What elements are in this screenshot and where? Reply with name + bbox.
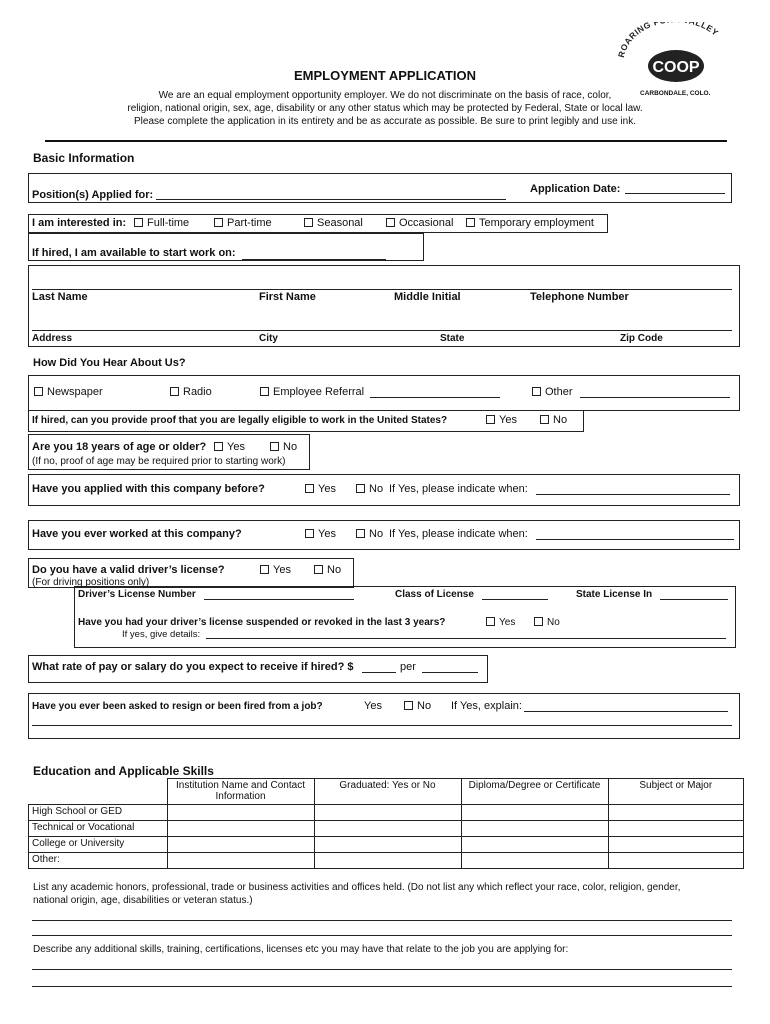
intro-line-2: religion, national origin, sex, age, disability or any other status which may be protected by Federal, State or local law. [127,103,643,114]
skills-field-2[interactable] [32,986,732,987]
applied-no[interactable] [356,483,383,495]
checkbox-icon[interactable] [134,218,143,227]
checkbox-icon[interactable] [270,442,279,451]
license-yes[interactable] [260,564,291,576]
option-label: Yes [499,617,516,628]
interest-label: I am interested in: [32,217,127,230]
intro-line-3: Please complete the application in its entirety and be as accurate as possible. Be sure to print legibly and use ink. [134,116,636,127]
education-table [28,778,744,869]
explain-field-1[interactable] [524,711,728,712]
institution-cell[interactable] [167,821,314,837]
table-row [29,805,744,821]
resign-box [28,693,740,739]
intro-line-1: We are an equal employment opportunity employer. We do not discriminate on the basis of race, color, [158,90,612,101]
worked-yes[interactable] [305,528,336,540]
explain-field-2[interactable] [32,725,732,726]
city-label: City [259,333,278,344]
positions-field[interactable] [156,199,506,200]
checkbox-icon[interactable] [466,218,475,227]
license-number-field[interactable] [204,599,354,600]
worked-when-label: If Yes, please indicate when: [389,528,528,540]
logo-name: COOP [652,59,700,76]
option-label: Employee Referral [273,386,365,399]
form-title: EMPLOYMENT APPLICATION [294,68,476,83]
resign-question: Have you ever been asked to resign or been fired from a job? [32,701,323,712]
license-no[interactable] [314,564,341,576]
honors-prompt-1: List any academic honors, professional, trade or business activities and offices held. (Do not list any which reflect your race, color, religion, gender, [33,882,681,893]
address-field[interactable] [32,330,732,331]
checkbox-icon[interactable] [170,387,179,396]
checkbox-icon[interactable] [404,701,413,710]
application-date-label: Application Date: [530,183,621,195]
suspended-no[interactable] [534,617,560,628]
option-label: Newspaper [47,386,103,399]
option-label: Occasional [399,217,454,230]
license-number-label: Driver’s License Number [78,589,196,600]
give-details-label: If yes, give details: [122,629,201,640]
education-title: Education and Applicable Skills [33,764,214,778]
row-label: Other: [29,853,168,869]
suspended-question: Have you had your driver’s license suspended or revoked in the last 3 years? [78,617,446,628]
hear-title: How Did You Hear About Us? [33,357,186,369]
checkbox-icon[interactable] [260,565,269,574]
suspended-yes[interactable] [486,617,515,628]
option-label: No [553,414,568,427]
start-label: If hired, I am available to start work on: [32,247,236,259]
subject-cell[interactable] [608,821,744,837]
coop-logo [614,22,734,100]
explain-label: If Yes, explain: [451,700,522,712]
option-label: Seasonal [317,217,363,230]
applied-when-label: If Yes, please indicate when: [389,483,528,495]
diploma-cell[interactable] [461,821,608,837]
option-label: Yes [364,700,382,713]
section-basic-title: Basic Information [33,151,135,165]
age-note: (If no, proof of age may be required prior to starting work) [32,456,286,467]
table-row [29,853,744,869]
pay-per-field[interactable] [422,672,478,673]
header-institution: Institution Name and Contact Information [167,779,314,805]
logo-graphic [614,22,734,100]
header-subject: Subject or Major [608,779,744,805]
checkbox-icon[interactable] [534,617,543,626]
graduated-cell[interactable] [314,821,461,837]
option-label: Yes [273,564,291,577]
class-of-license-field[interactable] [482,599,548,600]
header-divider [45,140,727,142]
resign-yes[interactable] [358,700,382,712]
option-full-time[interactable] [134,217,189,229]
option-label: Other [545,386,573,399]
table-corner [29,779,168,805]
honors-field-2[interactable] [32,935,732,936]
table-row [29,821,744,837]
hear-other[interactable] [532,386,573,398]
middle-initial-label: Middle Initial [394,291,461,303]
checkbox-icon[interactable] [305,484,314,493]
applied-yes[interactable] [305,483,336,495]
worked-no[interactable] [356,528,383,540]
checkbox-icon[interactable] [304,218,313,227]
other-field[interactable] [580,397,730,398]
option-label: Yes [318,528,336,541]
row-label: Technical or Vocational [29,821,168,837]
name-field[interactable] [32,289,732,290]
option-part-time[interactable] [214,217,272,229]
license-note: (For driving positions only) [32,577,150,588]
checkbox-icon[interactable] [356,529,365,538]
worked-when-field[interactable] [536,539,734,540]
start-field[interactable] [242,259,386,260]
institution-cell[interactable] [167,805,314,821]
logo-location: CARBONDALE, COLO. [640,90,711,97]
worked-question: Have you ever worked at this company? [32,528,242,540]
skills-field-1[interactable] [32,969,732,970]
option-label: No [547,617,560,628]
class-of-license-label: Class of License [395,589,474,600]
applied-question: Have you applied with this company before? [32,483,265,495]
option-label: Yes [499,414,517,427]
diploma-cell[interactable] [461,805,608,821]
age-question: Are you 18 years of age or older? [32,441,207,453]
checkbox-icon[interactable] [356,484,365,493]
option-label: Part-time [227,217,272,230]
pay-question: What rate of pay or salary do you expect to receive if hired? $ [32,661,354,673]
checkbox-icon[interactable] [532,387,541,396]
option-seasonal[interactable] [304,217,363,229]
option-label: Yes [318,483,336,496]
hear-newspaper[interactable] [34,386,103,398]
logo-arc-text: ROARING LLEY [616,22,721,59]
institution-cell[interactable] [167,837,314,853]
eligible-no[interactable] [540,414,567,426]
checkbox-icon[interactable] [214,442,223,451]
resign-no[interactable] [404,700,431,712]
subject-cell[interactable] [608,853,744,869]
telephone-label: Telephone Number [530,291,629,303]
applied-when-field[interactable] [536,494,730,495]
address-label: Address [32,333,73,344]
diploma-cell[interactable] [461,853,608,869]
zip-label: Zip Code [620,333,663,344]
row-label: College or University [29,837,168,853]
checkbox-icon[interactable] [314,565,323,574]
subject-cell[interactable] [608,805,744,821]
checkbox-icon[interactable] [214,218,223,227]
option-label: No [369,483,384,496]
header-graduated: Graduated: Yes or No [314,779,461,805]
eligible-yes[interactable] [486,414,517,426]
graduated-cell[interactable] [314,805,461,821]
state-license-field[interactable] [660,599,728,600]
option-occasional[interactable] [386,217,453,229]
checkbox-icon[interactable] [34,387,43,396]
eligible-question: If hired, can you provide proof that you are legally eligible to work in the United States? [32,415,448,426]
row-label: High School or GED [29,805,168,821]
license-question: Do you have a valid driver’s license? [32,564,225,576]
last-name-label: Last Name [32,291,88,303]
checkbox-icon[interactable] [486,617,495,626]
hear-radio[interactable] [170,386,212,398]
institution-cell[interactable] [167,853,314,869]
checkbox-icon[interactable] [386,218,395,227]
option-label: No [327,564,342,577]
option-label: Temporary employment [479,217,594,230]
age-no[interactable] [270,441,297,453]
checkbox-icon[interactable] [486,415,495,424]
option-label: No [369,528,384,541]
interest-row [32,217,126,229]
honors-field-1[interactable] [32,920,732,921]
option-label: Full-time [147,217,190,230]
hear-referral[interactable] [260,386,364,398]
first-name-label: First Name [259,291,316,303]
referral-field[interactable] [370,397,500,398]
table-row [29,837,744,853]
state-label: State [440,333,465,344]
give-details-field[interactable] [206,638,726,639]
hear-box [28,375,740,411]
age-yes[interactable] [214,441,245,453]
option-label: No [283,441,298,454]
option-temporary[interactable] [466,217,594,229]
diploma-cell[interactable] [461,837,608,853]
positions-label: Position(s) Applied for: [32,189,154,201]
checkbox-icon[interactable] [260,387,269,396]
option-label: No [417,700,432,713]
pay-amount-field[interactable] [362,672,396,673]
subject-cell[interactable] [608,837,744,853]
header-diploma: Diploma/Degree or Certificate [461,779,608,805]
checkbox-icon[interactable] [540,415,549,424]
honors-prompt-2: national origin, age, disabilities or veteran status.) [33,895,253,906]
pay-per-label: per [400,661,416,673]
graduated-cell[interactable] [314,853,461,869]
application-date-field[interactable] [625,193,725,194]
graduated-cell[interactable] [314,837,461,853]
state-license-label: State License In [576,589,653,600]
option-label: Radio [183,386,212,399]
skills-prompt: Describe any additional skills, training, certifications, licenses etc you may have that relate to the job you are applying for: [33,944,569,955]
checkbox-icon[interactable] [305,529,314,538]
option-label: Yes [227,441,245,454]
